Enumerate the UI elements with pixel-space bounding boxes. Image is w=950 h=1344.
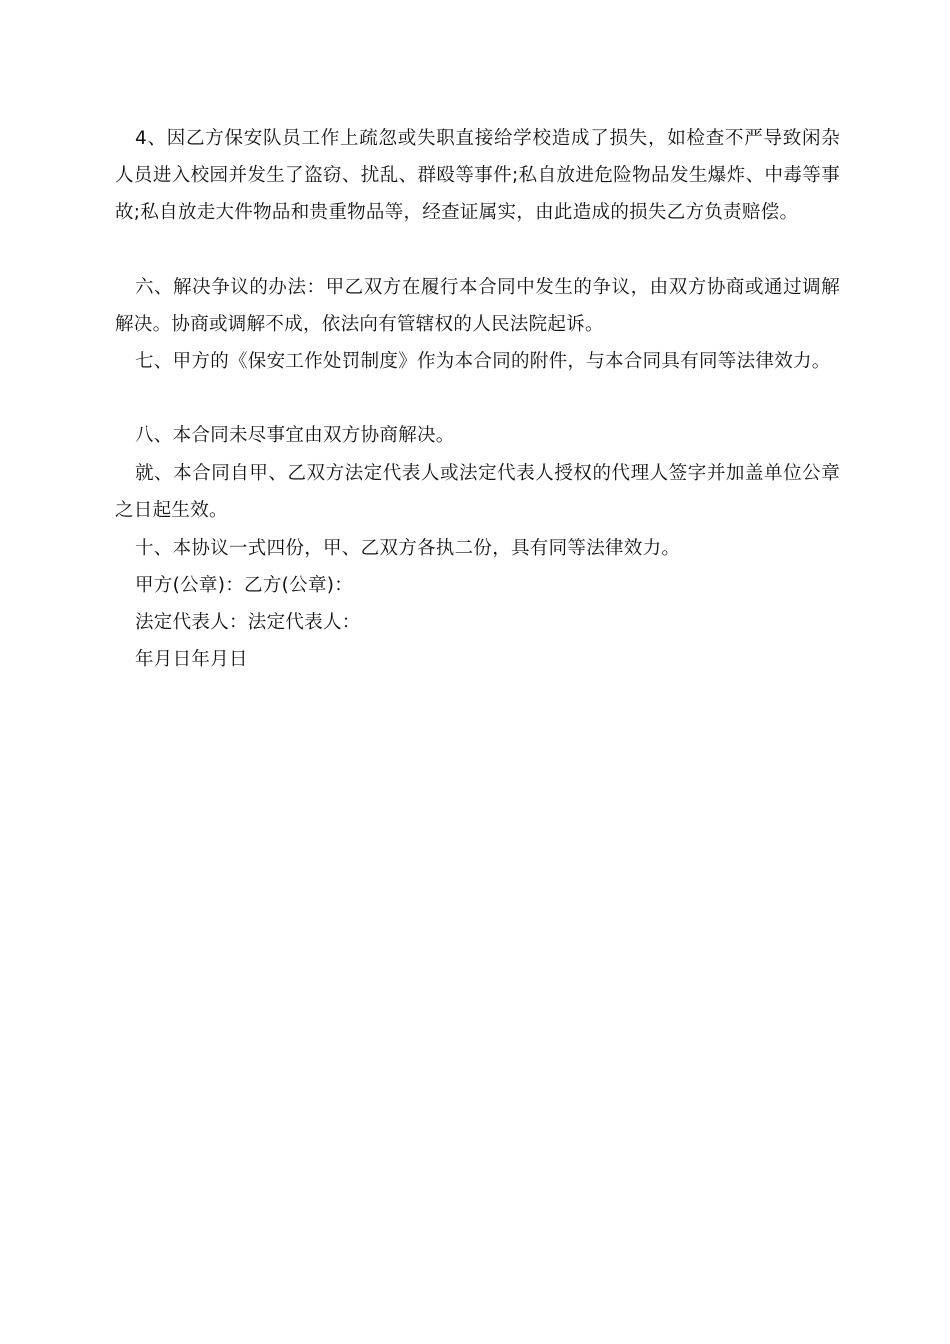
clause-4-paragraph: 4、因乙方保安队员工作上疏忽或失职直接给学校造成了损失，如检查不严导致闲杂人员进入校园并发生了盗窃、扰乱、群殴等事件;私自放进危险物品发生爆炸、中毒等事故;私自放走大件物品和贵重物品等，经查证属实，由此造成的损失乙方负责赔偿。: [115, 128, 840, 223]
signature-representatives-line: 法定代表人：法定代表人：: [135, 612, 361, 633]
section-10-copies: 十、本协议一式四份，甲、乙双方各执二份，具有同等法律效力。: [135, 538, 681, 559]
section-8-unresolved-matters: 八、本合同未尽事宜由双方协商解决。: [135, 425, 455, 446]
section-7-attachment: 七、甲方的《保安工作处罚制度》作为本合同的附件，与本合同具有同等法律效力。: [135, 351, 831, 372]
signature-dates-line: 年月日年月日: [135, 649, 248, 670]
section-9-effective-date: 就、本合同自甲、乙双方法定代表人或法定代表人授权的代理人签字并加盖单位公章之日起生效。: [115, 463, 840, 521]
section-6-dispute-resolution: 六、解决争议的办法：甲乙双方在履行本合同中发生的争议，由双方协商或通过调解解决。协商或调解不成，依法向有管辖权的人民法院起诉。: [115, 277, 840, 335]
signature-parties-line: 甲方(公章)：乙方(公章)：: [135, 575, 354, 596]
